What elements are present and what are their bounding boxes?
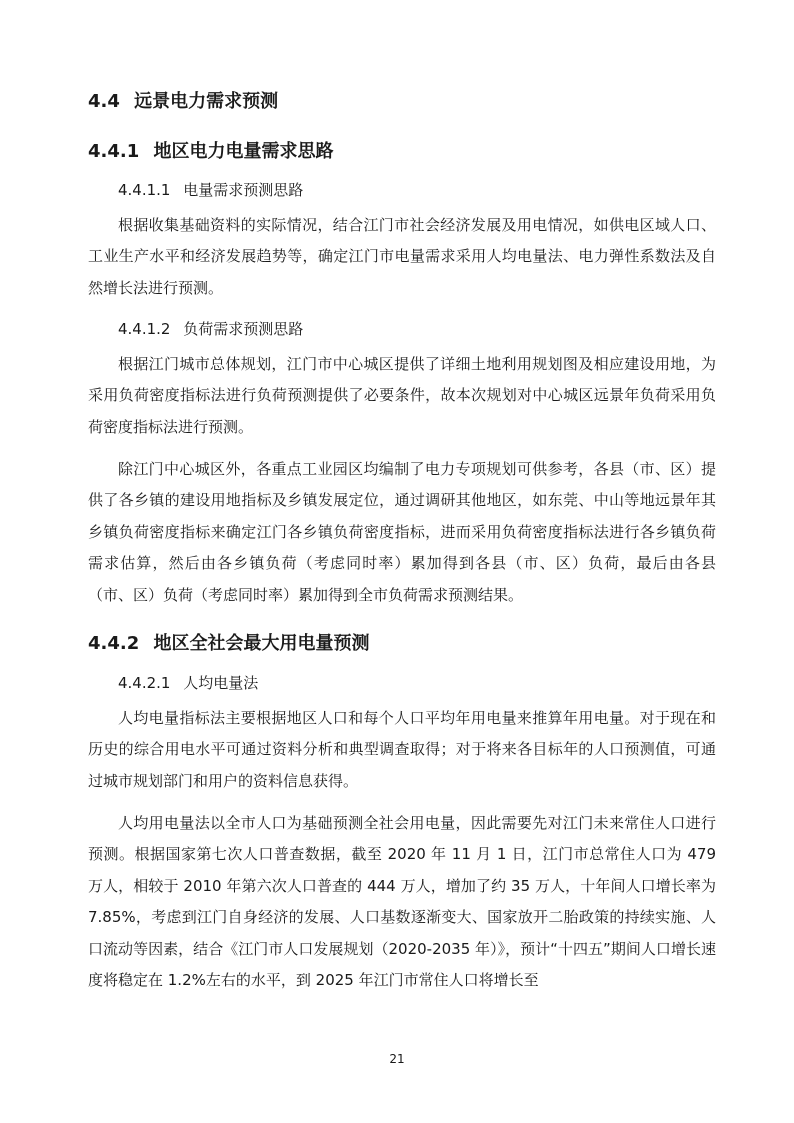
section-title: 地区全社会最大用电量预测 xyxy=(153,633,370,654)
section-title: 远景电力需求预测 xyxy=(134,91,279,112)
section-title: 电量需求预测思路 xyxy=(183,181,304,199)
section-heading-4-4-1 xyxy=(88,139,334,165)
section-title: 人均电量法 xyxy=(183,674,259,692)
section-number: 4.4 xyxy=(88,91,120,112)
section-heading-4-4-2 xyxy=(88,631,370,657)
paragraph-load-density-towns: 除江门中心城区外，各重点工业园区均编制了电力专项规划可供参考，各县（市、区）提供了各乡镇的建设用地指标及乡镇发展定位，通过调研其他地区，如东莞、中山等地远景年其乡镇负荷密度指标来确定江门各乡镇负荷密度指标，进而采用负荷密度指标法进行各乡镇负荷需求估算，然后由各乡镇负荷（考虑同时率）累加得到各县（市、区）负荷，最后由各县（市、区）负荷（考虑同时率）累加得到全市负荷需求预测结果。 xyxy=(88,460,716,604)
section-heading-4-4-2-1 xyxy=(118,672,258,694)
paragraph-electricity-method: 根据收集基础资料的实际情况，结合江门市社会经济发展及用电情况，如供电区域人口、工业生产水平和经济发展趋势等，确定江门市电量需求采用人均电量法、电力弹性系数法及自然增长法进行预测。 xyxy=(88,216,716,297)
section-number: 4.4.1.2 xyxy=(118,320,171,338)
paragraph-population-forecast: 人均用电量法以全市人口为基础预测全社会用电量，因此需要先对江门未来常住人口进行预测。根据国家第七次人口普查数据，截至 2020 年 11 月 1 日，江门市总常住人口为 479 万人，相较于 2010 年第六次人口普查的 444 万人，增加了约 35 万人，十年间人口增长率为 7.85%，考虑到江门自身经济的发展、人口基数逐渐变大、国家放开二胎政策的持续实施、人口流动等因素，结合《江门市人口发展规划（2020-2035 年）》，预计“十四五”期间人口增长速度将稳定在 1.2%左右的水平，到 2025 年江门市常住人口将增长至 xyxy=(88,814,716,990)
section-number: 4.4.2.1 xyxy=(118,674,171,692)
section-heading-4-4 xyxy=(88,89,278,115)
section-heading-4-4-1-2 xyxy=(118,318,303,340)
section-title: 负荷需求预测思路 xyxy=(183,320,304,338)
section-number: 4.4.1 xyxy=(88,141,140,162)
section-number: 4.4.1.1 xyxy=(118,181,171,199)
page-number: 21 xyxy=(389,1052,405,1066)
section-title: 地区电力电量需求思路 xyxy=(153,141,334,162)
paragraph-per-capita-definition: 人均电量指标法主要根据地区人口和每个人口平均年用电量来推算年用电量。对于现在和历史的综合用电水平可通过资料分析和典型调查取得；对于将来各目标年的人口预测值，可通过城市规划部门和用户的资料信息获得。 xyxy=(88,709,716,790)
paragraph-load-density-city: 根据江门城市总体规划，江门市中心城区提供了详细土地利用规划图及相应建设用地，为采用负荷密度指标法进行负荷预测提供了必要条件，故本次规划对中心城区远景年负荷采用负荷密度指标法进行预测。 xyxy=(88,355,716,436)
section-number: 4.4.2 xyxy=(88,633,140,654)
section-heading-4-4-1-1 xyxy=(118,179,303,201)
